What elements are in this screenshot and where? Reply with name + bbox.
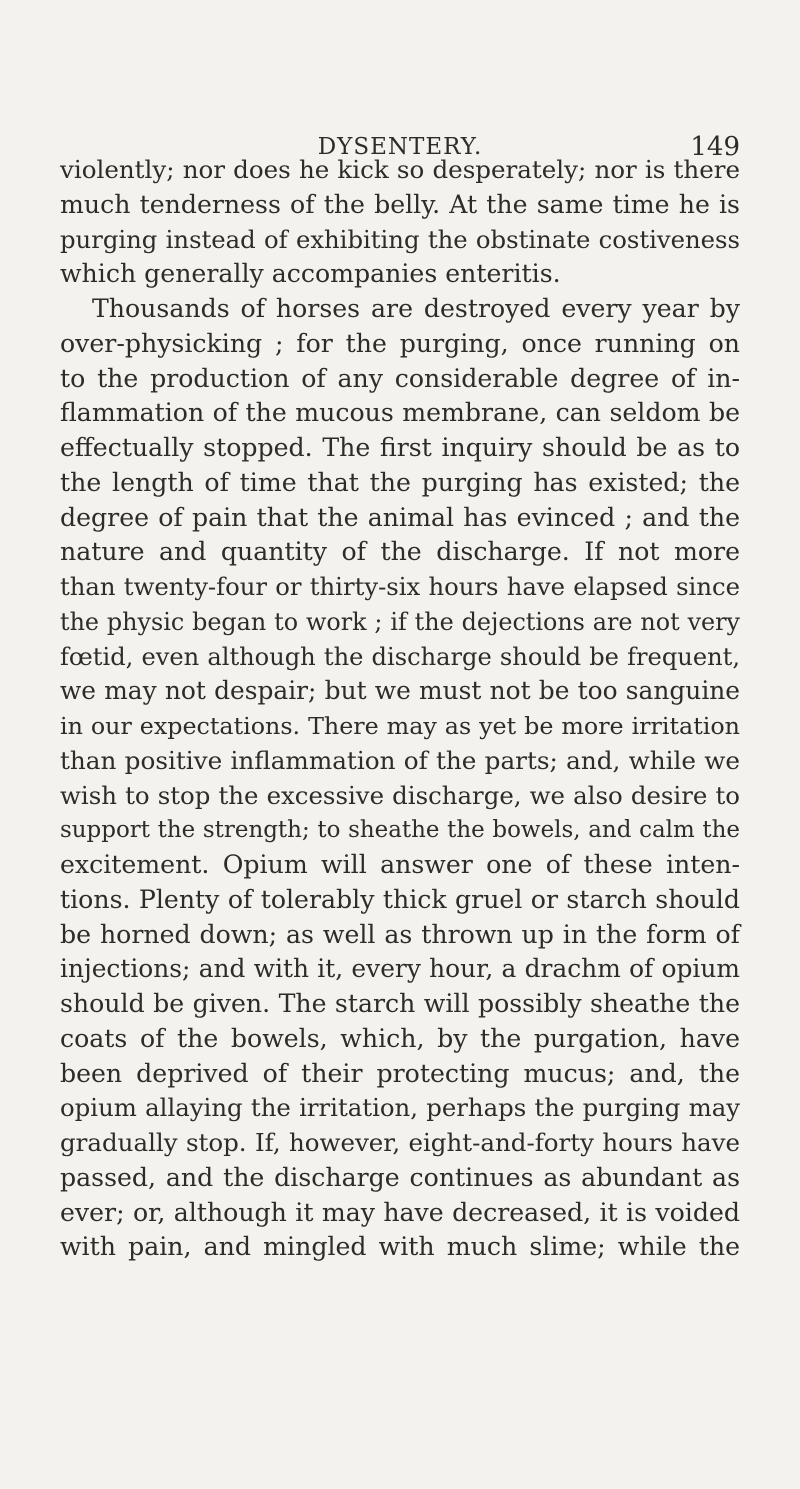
- page-number: 149: [690, 132, 740, 162]
- text-line: tions. Plenty of tolerably thick gruel or starch should: [60, 884, 740, 914]
- body-text: [60, 153, 740, 1265]
- text-line: be horned down; as well as thrown up in the form of: [60, 919, 740, 949]
- text-line: violently; nor does he kick so desperately; nor is there: [60, 155, 740, 184]
- text-line: coats of the bowels, which, by the purgation, have: [60, 1023, 740, 1053]
- text-line: to the production of any considerable degree of in-: [60, 363, 740, 393]
- text-line: Thousands of horses are destroyed every year by: [92, 294, 740, 323]
- text-line: much tenderness of the belly. At the same time he is: [60, 189, 740, 219]
- text-line: with pain, and mingled with much slime; while the: [60, 1232, 740, 1262]
- text-line: ever; or, although it may have decreased, it is voided: [60, 1197, 740, 1227]
- text-line: than twenty-four or thirty-six hours have elapsed since: [60, 572, 740, 601]
- running-title: DYSENTERY.: [317, 134, 483, 160]
- text-line: opium allaying the irritation, perhaps the purging may: [60, 1093, 740, 1123]
- text-line: passed, and the discharge continues as abundant as: [60, 1162, 740, 1192]
- text-line: should be given. The starch will possibly sheathe the: [60, 989, 740, 1018]
- text-line: than positive inflammation of the parts; and, while we: [60, 745, 740, 775]
- text-line: excitement. Opium will answer one of these inten-: [60, 850, 740, 879]
- text-line: we may not despair; but we must not be too sanguine: [60, 676, 740, 706]
- running-head: [60, 92, 740, 162]
- text-line: wish to stop the excessive discharge, we also desire to: [60, 780, 740, 810]
- text-line: purging instead of exhibiting the obstinate costiveness: [60, 224, 740, 254]
- text-line: which generally accompanies enteritis.: [60, 259, 561, 289]
- text-line: degree of pain that the animal has evinced ; and the: [60, 502, 740, 532]
- text-line: nature and quantity of the discharge. If not more: [60, 537, 740, 567]
- text-line: been deprived of their protecting mucus; and, the: [60, 1058, 740, 1088]
- text-line: support the strength; to sheathe the bowels, and calm the: [60, 817, 740, 844]
- text-line: over-physicking ; for the purging, once running on: [60, 328, 740, 358]
- text-line: flammation of the mucous membrane, can seldom be: [60, 398, 740, 428]
- text-line: fœtid, even although the discharge should be frequent,: [60, 642, 740, 671]
- text-line: the physic began to work ; if the dejections are not very: [60, 607, 740, 636]
- text-line: effectually stopped. The first inquiry should be as to: [60, 433, 740, 462]
- text-line: gradually stop. If, however, eight-and-forty hours have: [60, 1128, 740, 1157]
- text-line: the length of time that the purging has existed; the: [60, 467, 740, 497]
- text-line: injections; and with it, every hour, a drachm of opium: [60, 954, 740, 984]
- text-line: in our expectations. There may as yet be more irritation: [60, 712, 740, 740]
